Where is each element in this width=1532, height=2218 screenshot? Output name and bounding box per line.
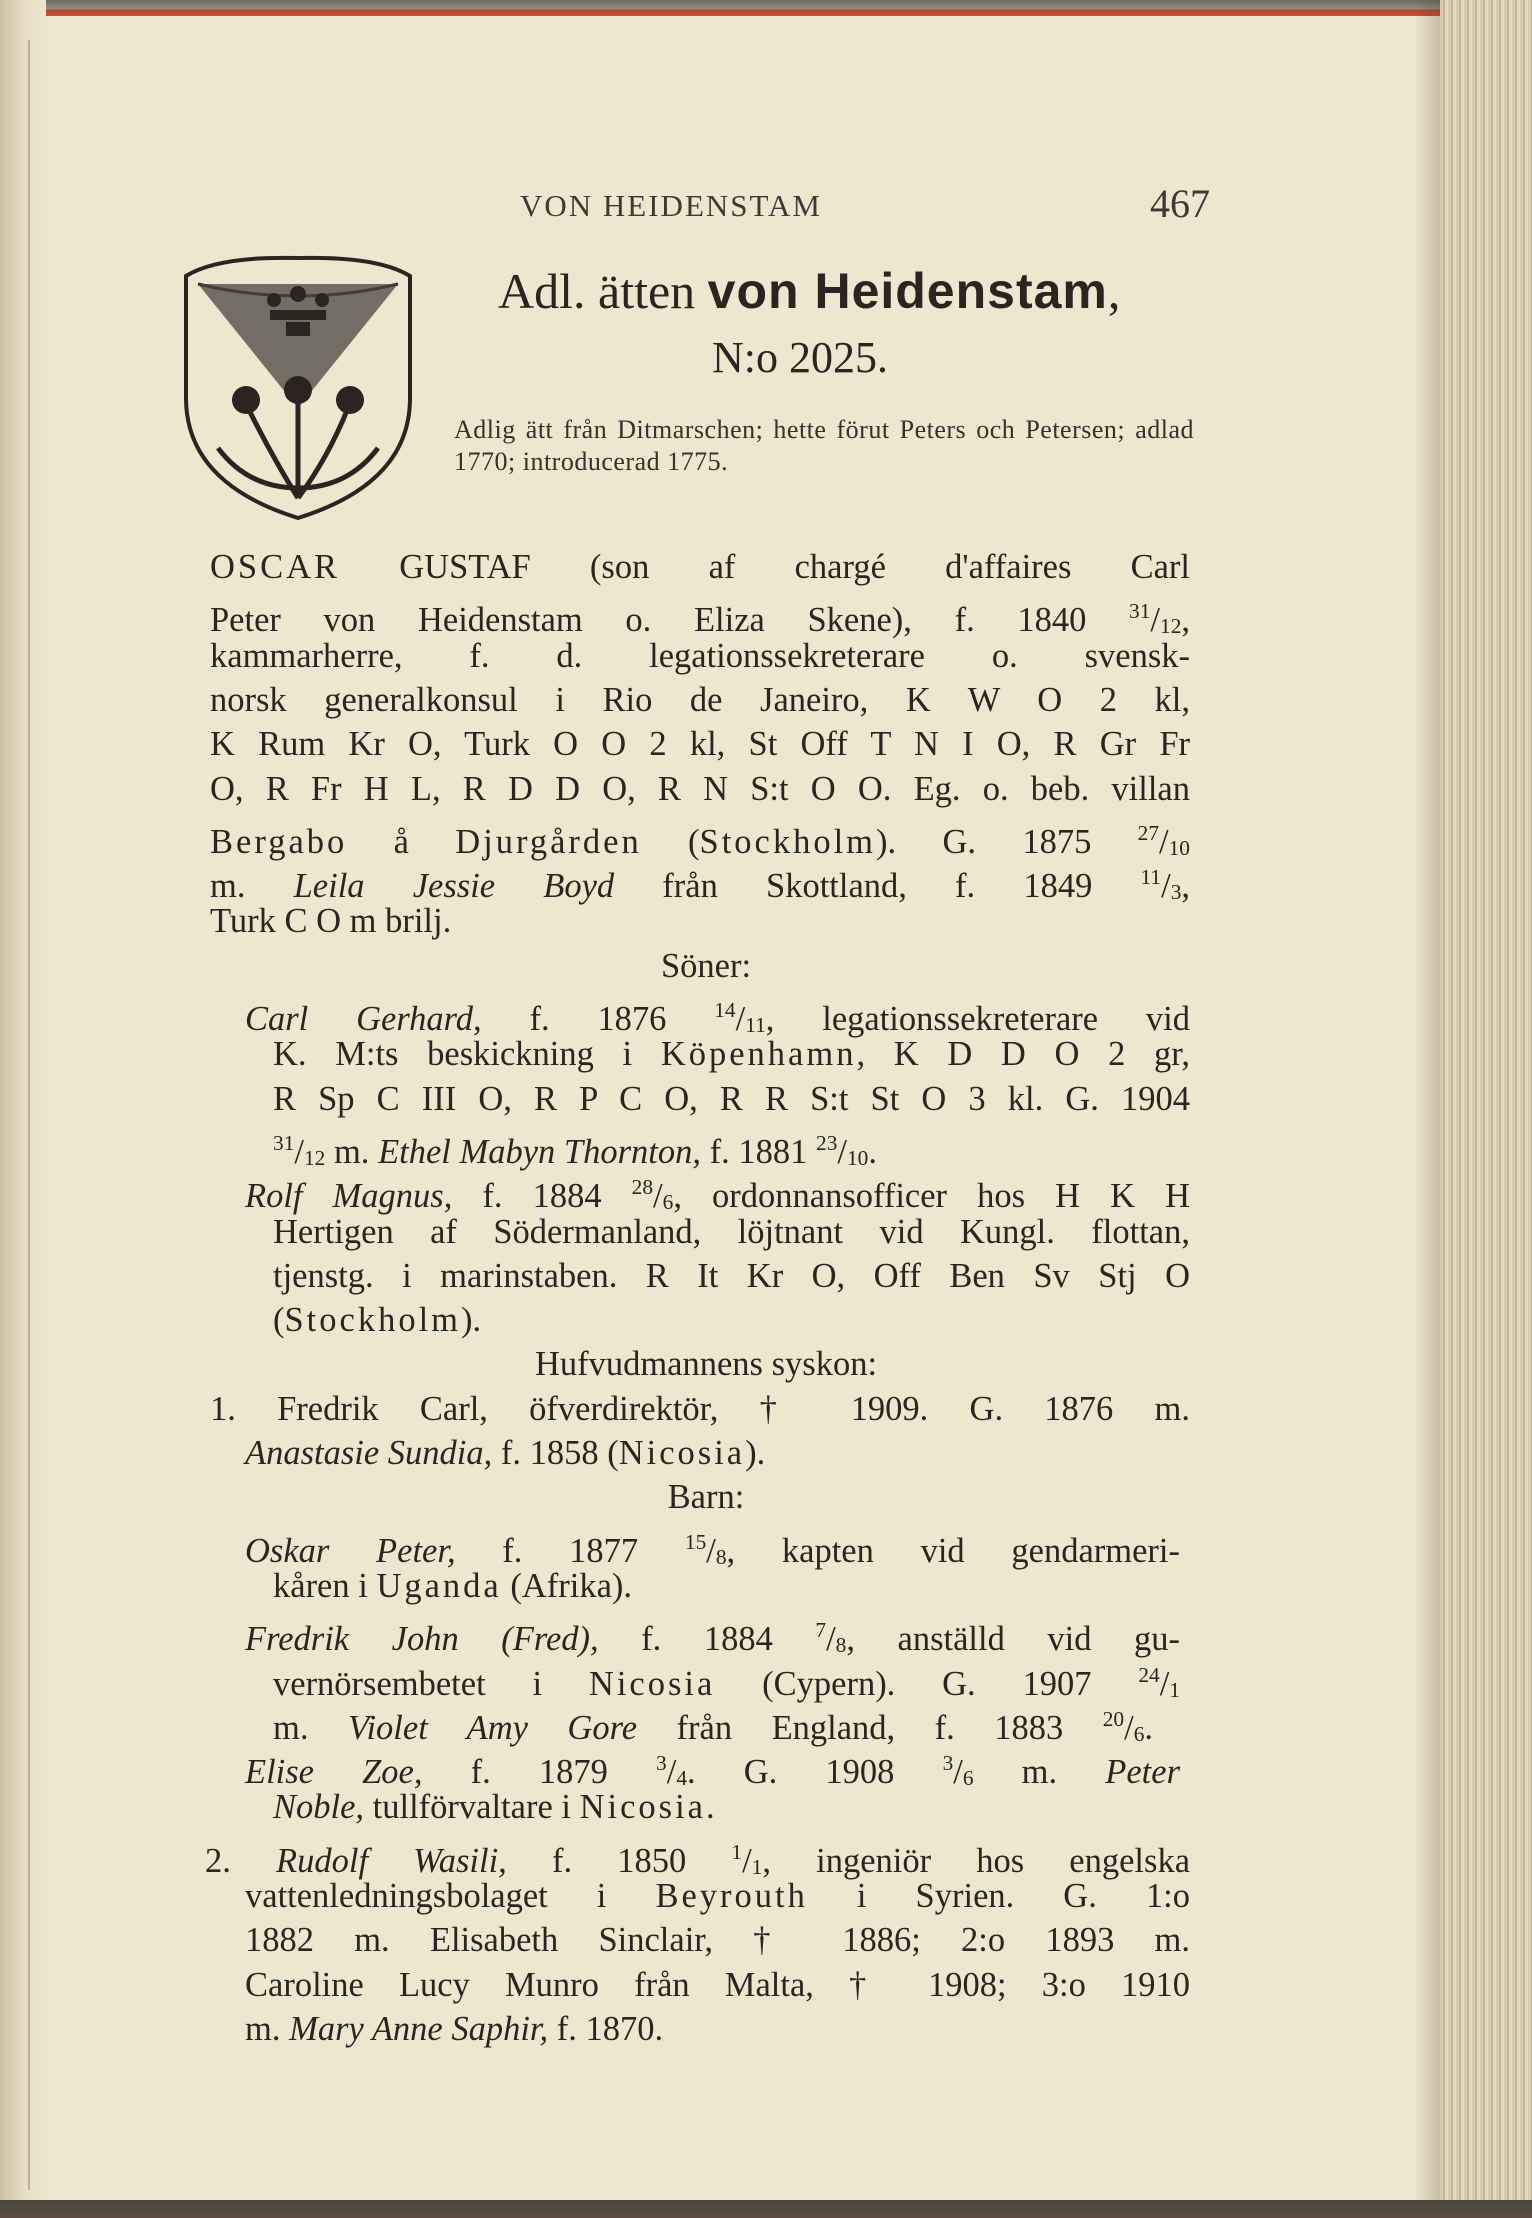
text-line — [273, 1254, 1190, 1298]
text-segment: 24 — [1138, 1662, 1160, 1687]
text-line — [210, 1387, 1190, 1431]
text-segment: ). G. 1875 — [876, 822, 1138, 861]
text-segment: 12 — [1160, 614, 1182, 639]
text-segment: 6 — [962, 1766, 974, 1791]
text-segment: 8 — [835, 1633, 847, 1658]
text-segment: från Skottland, f. 1849 — [614, 867, 1141, 906]
text-line — [210, 722, 1190, 766]
text-segment: 27 — [1137, 820, 1160, 845]
text-segment: , — [1181, 867, 1190, 906]
text-segment: Ethel Mabyn Thornton, — [378, 1132, 701, 1171]
text-segment: Violet Amy Gore — [347, 1708, 638, 1747]
text-segment: m. — [210, 867, 294, 906]
text-segment: 3 — [656, 1751, 667, 1776]
text-segment: 1. Fredrik Carl, öfverdirektör, † 1909. G. 1876 m. — [210, 1389, 1190, 1428]
text-segment: kammarherre, f. d. legationssekreterare o. svensk- — [210, 636, 1190, 675]
text-segment: , kapten vid gendarmeri- — [726, 1531, 1180, 1570]
text-segment: Leila Jessie Boyd — [293, 867, 615, 906]
text-segment: f. 1879 — [422, 1753, 657, 1792]
text-line — [273, 1564, 632, 1608]
text-segment: Stockholm — [699, 822, 877, 861]
coat-of-arms-icon — [178, 248, 418, 523]
text-segment: f. 1876 — [481, 1000, 715, 1038]
text-segment: / — [653, 1177, 663, 1216]
text-segment: / — [1161, 867, 1171, 906]
text-segment: Rolf Magnus, — [245, 1177, 453, 1216]
text-segment: , legationssekreterare vid — [765, 1000, 1190, 1038]
text-segment: (Cypern). G. 1907 — [715, 1664, 1139, 1703]
text-segment: 31 — [1129, 599, 1151, 624]
text-segment: 7 — [815, 1618, 827, 1643]
text-segment: . G. 1908 — [687, 1753, 943, 1792]
text-segment: / — [953, 1753, 963, 1792]
text-segment: Noble, — [273, 1788, 365, 1827]
family-title-suffix: , — [1107, 263, 1121, 319]
text-segment: / — [1124, 1708, 1134, 1747]
text-segment: från England, f. 1883 — [637, 1708, 1103, 1747]
text-segment: 23 — [816, 1130, 838, 1155]
text-segment: Uganda — [376, 1566, 502, 1605]
text-segment: f. 1884 — [452, 1177, 632, 1216]
text-segment: 3 — [1170, 880, 1182, 905]
text-segment: / — [706, 1531, 716, 1570]
text-line — [273, 1210, 1190, 1254]
text-segment: OSCAR — [210, 548, 341, 586]
text-segment: i Syrien. G. 1:o — [807, 1877, 1190, 1915]
page-edge-left — [0, 0, 46, 2218]
text-segment: / — [837, 1132, 847, 1171]
text-segment: Hufvudmannens syskon: — [534, 1345, 878, 1384]
text-segment: . — [705, 1788, 715, 1827]
text-segment: 6 — [1133, 1721, 1145, 1746]
text-segment: 4 — [676, 1766, 687, 1791]
text-segment: ( — [641, 822, 700, 861]
text-segment: 28 — [631, 1175, 654, 1200]
text-line — [245, 1431, 765, 1475]
text-segment: / — [1159, 822, 1169, 861]
text-segment: 6 — [662, 1190, 674, 1215]
text-segment: Peter von Heidenstam o. Eliza Skene), f. 1840 — [210, 601, 1130, 640]
text-segment: Caroline Lucy Munro från Malta, † 1908; 3:o 1910 — [245, 1965, 1190, 2004]
book-binding-bottom — [0, 2200, 1532, 2218]
text-line — [273, 1077, 1190, 1121]
text-line — [210, 767, 1190, 811]
text-segment: Elise Zoe, — [245, 1753, 423, 1792]
text-segment: f. 1870. — [548, 2009, 664, 2048]
text-segment: 8 — [715, 1544, 727, 1569]
family-title-prefix: Adl. ätten — [498, 263, 696, 319]
text-line — [0, 944, 1472, 988]
text-segment: (Afrika). — [501, 1566, 633, 1605]
family-title — [498, 262, 1120, 320]
text-line — [245, 2007, 663, 2051]
text-segment: 1882 m. Elisabeth Sinclair, † 1886; 2:o 1893 m. — [245, 1921, 1190, 1960]
text-segment: 11 — [1140, 865, 1162, 890]
text-segment: Hertigen af Södermanland, löjtnant vid Kungl. flottan, — [273, 1212, 1190, 1251]
text-segment: Turk C O m brilj. — [210, 902, 452, 941]
text-line — [210, 545, 1190, 589]
text-segment: f. 1877 — [455, 1531, 685, 1570]
text-segment: tjenstg. i marinstaben. R It Kr O, Off Ben Sv Stj O — [273, 1256, 1190, 1295]
text-segment: , ingeniör hos engelska — [762, 1841, 1191, 1880]
text-segment: Rudolf Wasili, — [276, 1841, 507, 1880]
text-segment: 15 — [684, 1529, 707, 1554]
text-segment: , ordonnansofficer hos H K H — [673, 1177, 1190, 1216]
text-segment: , K D D O 2 gr, — [856, 1035, 1190, 1074]
text-segment: / — [1150, 601, 1160, 640]
text-line — [210, 899, 451, 943]
text-line — [0, 1475, 1472, 1519]
text-segment: 11 — [745, 1013, 766, 1037]
text-segment: Beyrouth — [655, 1877, 808, 1915]
text-segment: 10 — [1168, 835, 1190, 860]
page-edges-right — [1440, 0, 1532, 2218]
text-segment: Anastasie Sundia, — [245, 1434, 493, 1472]
text-segment: 10 — [846, 1145, 869, 1170]
text-segment: 1 — [751, 1854, 763, 1879]
text-segment: ). — [745, 1434, 766, 1472]
text-segment: , anställd vid gu- — [846, 1620, 1180, 1659]
text-segment: . — [868, 1132, 877, 1171]
text-line — [245, 1918, 1190, 1962]
gutter-line — [28, 40, 30, 2190]
text-segment: 1 — [1169, 1677, 1180, 1702]
running-head — [0, 180, 1532, 240]
text-segment: m. — [245, 2009, 290, 2048]
book-binding-top — [0, 0, 1532, 16]
text-line — [0, 1342, 1472, 1386]
text-segment: R Sp C III O, R P C O, R R S:t St O 3 kl. G. 1904 — [273, 1079, 1190, 1118]
family-description: Adlig ätt från Ditmarschen; hette förut Peters och Petersen; adlad 1770; introducerad 1775. — [454, 415, 1194, 476]
text-segment: kåren i — [273, 1566, 377, 1605]
text-line — [245, 1874, 1190, 1918]
page-shadow — [1414, 0, 1440, 2218]
text-line — [210, 678, 1190, 722]
text-segment: m. — [973, 1753, 1106, 1792]
text-segment: 3 — [942, 1751, 954, 1776]
page-number: 467 — [1150, 181, 1210, 226]
text-line — [273, 1785, 715, 1829]
text-segment: Mary Anne Saphir, — [289, 2009, 549, 2048]
text-segment: tullförvaltare i — [364, 1788, 580, 1827]
text-segment: 14 — [714, 998, 736, 1022]
text-segment: ). — [461, 1301, 482, 1340]
text-segment: Barn: — [667, 1478, 745, 1517]
text-line — [245, 1963, 1190, 2007]
text-segment: f. 1858 ( — [492, 1434, 619, 1472]
text-segment: 31 — [273, 1130, 295, 1155]
text-segment: . — [1144, 1708, 1153, 1747]
text-line — [273, 1298, 481, 1342]
text-segment: 20 — [1102, 1706, 1125, 1731]
text-segment: Bergabo — [210, 822, 348, 861]
text-segment: K Rum Kr O, Turk O O 2 kl, St Off T N I O, R Gr Fr — [210, 725, 1190, 764]
text-segment: Köpenhamn — [660, 1035, 857, 1074]
text-segment: / — [666, 1753, 677, 1792]
text-segment: Nicosia — [618, 1434, 746, 1472]
text-segment: / — [735, 1000, 746, 1038]
text-segment: Fredrik John (Fred), — [245, 1620, 599, 1659]
text-segment: f. 1884 — [598, 1620, 816, 1659]
text-segment: m. — [325, 1132, 379, 1171]
text-segment: f. 1881 — [701, 1132, 816, 1171]
text-segment: O, R Fr H L, R D D O, R N S:t O O. Eg. o. beb. villan — [210, 769, 1190, 808]
text-segment: / — [742, 1841, 752, 1880]
text-line — [273, 1032, 1190, 1076]
text-segment: Nicosia — [579, 1788, 706, 1827]
text-segment: 1 — [731, 1839, 743, 1864]
text-segment: GUSTAF (son af chargé d'affaires Carl — [340, 548, 1190, 586]
text-segment: / — [1159, 1664, 1170, 1703]
text-segment: , — [1181, 601, 1190, 640]
text-segment: / — [294, 1132, 304, 1171]
text-segment: Stockholm — [284, 1301, 462, 1340]
text-line — [210, 634, 1190, 678]
text-segment: Carl Gerhard, — [245, 1000, 482, 1038]
text-segment: vernörsembetet i — [273, 1664, 589, 1703]
text-segment: Oskar Peter, — [245, 1531, 456, 1570]
running-title: VON HEIDENSTAM — [520, 188, 822, 223]
text-segment: 12 — [303, 1145, 326, 1170]
text-segment: m. — [273, 1708, 348, 1747]
text-segment: Söner: — [660, 946, 752, 985]
text-segment: Nicosia — [588, 1664, 716, 1703]
text-segment: norsk generalkonsul i Rio de Janeiro, K W O 2 kl, — [210, 680, 1190, 719]
text-segment: å — [347, 822, 456, 861]
text-segment: Djurgården — [455, 822, 642, 861]
text-segment: ( — [273, 1301, 285, 1340]
text-segment: f. 1850 — [506, 1841, 732, 1880]
text-segment: Peter — [1105, 1753, 1180, 1792]
text-segment: K. M:ts beskickning i — [273, 1035, 661, 1074]
family-name: von Heidenstam — [707, 263, 1108, 319]
text-segment: vattenledningsbolaget i — [245, 1877, 656, 1915]
family-number: N:o 2025. — [712, 333, 888, 382]
text-segment: 2. — [205, 1841, 277, 1880]
text-segment: / — [826, 1620, 836, 1659]
